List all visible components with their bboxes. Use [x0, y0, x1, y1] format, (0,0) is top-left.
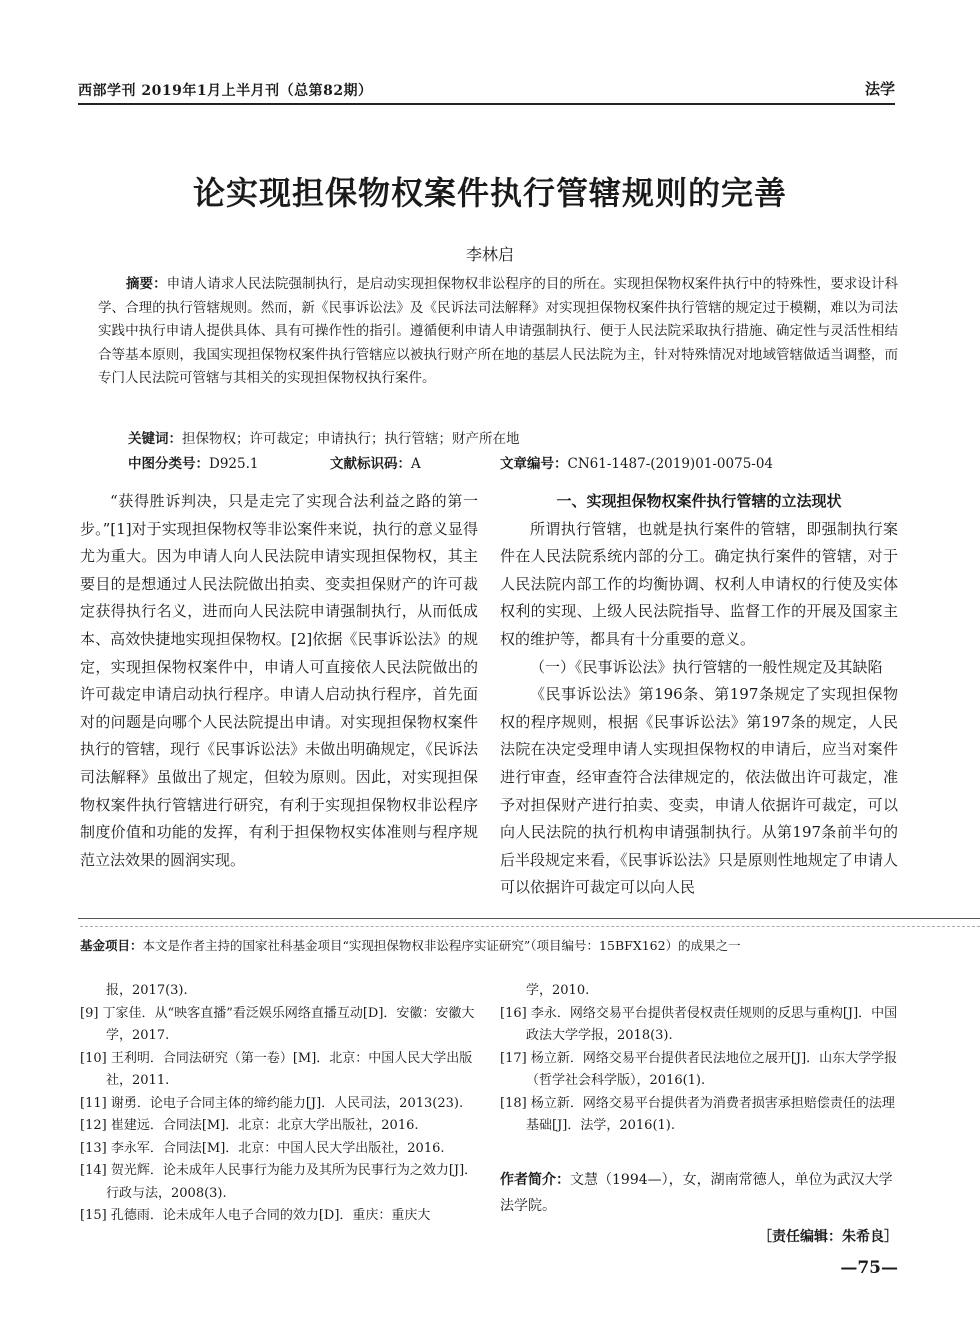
author-bio: 作者简介：文慧（1994—），女，湖南常德人，单位为武汉大学法学院。 [500, 1172, 893, 1214]
keywords [128, 427, 520, 447]
reference-item: [15] 孔德雨．论未成年人电子合同的效力[D]．重庆：重庆大 [80, 1208, 431, 1223]
keywords-text: 担保物权；许可裁定；申请执行；执行管辖；财产所在地 [182, 431, 520, 447]
section-heading: 一、实现担保物权案件执行管辖的立法现状 [556, 492, 842, 510]
abstract [98, 273, 898, 391]
reference-item: [10] 王利明．合同法研究（第一卷）[M]．北京：中国人民大学出版社，2011. [80, 1050, 473, 1088]
abstract-label: 摘要： [126, 276, 167, 292]
reference-item: [17] 杨立新．网络交易平台提供者民法地位之展开[J]．山东大学学报（哲学社会科学版），2016(1). [500, 1050, 898, 1088]
references-right [500, 980, 900, 1138]
reference-item: [18] 杨立新．网络交易平台提供者为消费者损害承担赔偿责任的法理基础[J]．法学，2016(1). [500, 1095, 895, 1133]
reference-item: 报，2017(3). [106, 983, 188, 998]
reference-item: [16] 李永．网络交易平台提供者侵权责任规则的反思与重构[J]．中国政法大学学报，2018(3). [500, 1005, 898, 1043]
reference-item: [9] 丁家佳．从“映客直播”看泛娱乐网络直播互动[D]．安徽：安徽大学，2017. [80, 1005, 475, 1043]
reference-item: [13] 李永军．合同法[M]．北京：中国人民大学出版社，2016. [80, 1140, 445, 1156]
reference-item: [14] 贺光辉．论未成年人民事行为能力及其所为民事行为之效力[J]．行政与法，2008(3). [80, 1163, 478, 1201]
right-column [500, 488, 898, 902]
body-paragraph: 所谓执行管辖，也就是执行案件的管辖，即强制执行案件在人民法院系统内部的分工。确定执行案件的管辖，对于人民法院内部工作的均衡协调、权利人申请权的行使及实体权利的实现、上级人民法院指导、监督工作的开展及国家主权的维护等，都具有十分重要的意义。 [500, 519, 898, 648]
page-number: —75— [840, 1258, 898, 1278]
footnote-rule [78, 918, 980, 919]
journal-header: 西部学刊 2019年1月上半月刊（总第82期） [78, 83, 373, 99]
left-column [80, 488, 478, 874]
keywords-label: 关键词： [128, 431, 182, 447]
document-code: 文献标识码：A [330, 456, 421, 472]
article-number: 文章编号：CN61-1487-(2019)01-0075-04 [500, 456, 774, 472]
reference-item: 学，2010. [526, 983, 590, 998]
header-rule [78, 103, 895, 105]
references-left [80, 980, 480, 1228]
reference-item: [12] 崔建远．合同法[M]．北京：北京大学出版社，2016. [80, 1118, 419, 1133]
body-paragraph: “获得胜诉判决，只是走完了实现合法利益之路的第一步。”[1]对于实现担保物权等非讼案件来说，执行的意义显得尤为重大。因为申请人向人民法院申请实现担保物权，其主要目的是想通过人民法院做出拍卖、变卖担保财产的许可裁定获得执行名义，进而向人民法院申请强制执行，从而低成本、高效快捷地实现担保物权。[2]依据《民事诉讼法》的规定，实现担保物权案件中，申请人可直接依人民法院做出的许可裁定申请启动执行程序。申请人启动执行程序，首先面对的问题是向哪个人民法院提出申请。对实现担保物权案件执行的管辖，现行《民事诉讼法》未做出明确规定，《民诉法司法解释》虽做出了规定，但较为原则。因此，对实现担保物权案件执行管辖进行研究，有利于实现担保物权非讼程序制度价值和功能的发挥，有利于担保物权实体准则与程序规范立法效果的圆润实现。 [80, 492, 478, 869]
fund-note: 基金项目：本文是作者主持的国家社科基金项目“实现担保物权非讼程序实证研究”（项目编号：15BFX162）的成果之一 [80, 938, 741, 953]
author-name: 李林启 [465, 245, 514, 264]
subsection-heading: （一）《民事诉讼法》执行管辖的一般性规定及其缺陷 [530, 657, 883, 676]
responsible-editor: ［责任编辑：朱希良］ [758, 1229, 898, 1245]
section-label: 法学 [864, 80, 895, 98]
clc-number: 中图分类号：D925.1 [128, 456, 259, 472]
abstract-text: 申请人请求人民法院强制执行，是启动实现担保物权非讼程序的目的所在。实现担保物权案件执行中的特殊性，要求设计科学、合理的执行管辖规则。然而，新《民事诉讼法》及《民诉法司法解释》对实现担保物权案件执行管辖的规定过于模糊，难以为司法实践中执行申请人提供具体、具有可操作性的指引。遵循便利申请人申请强制执行、便于人民法院采取执行措施、确定性与灵活性相结合等基本原则，我国实现担保物权案件执行管辖应以被执行财产所在地的基层人民法院为主，针对特殊情况对地域管辖做适当调整，而专门人民法院可管辖与其相关的实现担保物权执行案件。 [98, 276, 899, 386]
article-title: 论实现担保物权案件执行管辖规则的完善 [192, 174, 787, 212]
footnote-rule-dashed [80, 926, 980, 927]
body-paragraph: 《民事诉讼法》第196条、第197条规定了实现担保物权的程序规则，根据《民事诉讼法》第197条的规定，人民法院在决定受理申请人实现担保物权的申请后，应当对案件进行审查，经审查符合法律规定的，依法做出许可裁定，准予对担保财产进行拍卖、变卖，申请人依据许可裁定，可以向人民法院的执行机构申请强制执行。从第197条前半句的后半段规定来看，《民事诉讼法》只是原则性地规定了申请人可以依据许可裁定可以向人民 [500, 685, 898, 897]
reference-item: [11] 谢勇．论电子合同主体的缔约能力[J]．人民司法，2013(23). [80, 1095, 464, 1111]
